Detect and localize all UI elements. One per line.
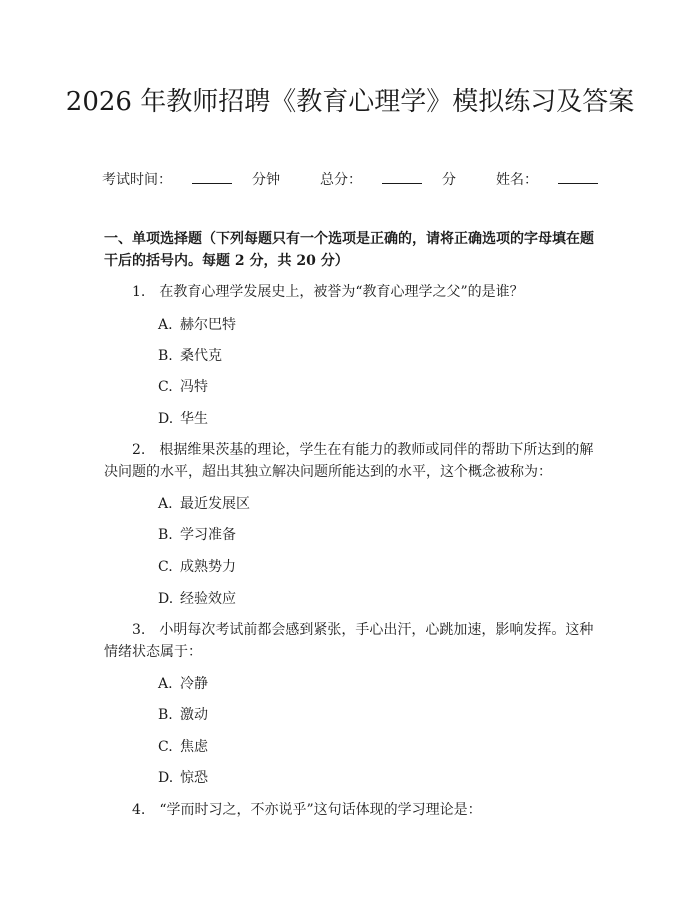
option-letter: A.: [158, 496, 173, 512]
option-text: 焦虑: [180, 739, 208, 755]
total-score-field: [310, 172, 466, 188]
total-score-label: 总分：: [320, 172, 362, 188]
option-letter: B.: [158, 527, 173, 543]
option-text: 华生: [180, 411, 208, 427]
option-letter: A.: [158, 317, 173, 333]
exam-time-field: [92, 172, 290, 188]
question-3: [104, 619, 598, 663]
page-title: 2026 年教师招聘《教育心理学》模拟练习及答案: [65, 87, 635, 117]
option-text: 激动: [180, 707, 208, 723]
question-2: [104, 439, 598, 483]
question-text: 根据维果茨基的理论，学生在有能力的教师或同伴的帮助下所达到的解决问题的水平，超出其独立解决问题所能达到的水平，这个概念被称为：: [104, 442, 594, 480]
question-1-option-d: [158, 408, 208, 430]
option-letter: B.: [158, 707, 173, 723]
question-3-option-a: [158, 673, 208, 695]
option-text: 成熟势力: [180, 559, 236, 575]
question-1-option-b: [158, 345, 222, 367]
option-letter: D.: [158, 411, 174, 427]
question-3-option-b: [158, 704, 208, 726]
total-score-blank: [382, 171, 422, 184]
option-text: 惊恐: [180, 770, 208, 786]
question-1: [104, 281, 598, 303]
question-number: 2.: [132, 442, 146, 458]
exam-info-line: [0, 169, 700, 189]
question-2-option-c: [158, 556, 236, 578]
section-heading: 一、单项选择题（下列每题只有一个选项是正确的，请将正确选项的字母填在题干后的括号内。每题 2 分，共 20 分）: [104, 231, 594, 269]
option-letter: D.: [158, 591, 174, 607]
option-letter: A.: [158, 676, 173, 692]
name-label: 姓名：: [496, 172, 538, 188]
option-text: 桑代克: [180, 348, 222, 364]
question-2-option-d: [158, 588, 236, 610]
option-letter: B.: [158, 348, 173, 364]
option-letter: C.: [158, 379, 173, 395]
question-text: 在教育心理学发展史上，被誉为“教育心理学之父”的是谁？: [159, 284, 524, 300]
question-3-option-c: [158, 736, 208, 758]
total-score-unit: 分: [442, 172, 456, 188]
question-text: “学而时习之，不亦说乎”这句话体现的学习理论是：: [159, 802, 482, 818]
option-letter: D.: [158, 770, 174, 786]
name-blank: [558, 171, 598, 184]
question-text: 小明每次考试前都会感到紧张，手心出汗，心跳加速，影响发挥。这种情绪状态属于：: [104, 622, 594, 660]
question-2-option-a: [158, 493, 250, 515]
option-letter: C.: [158, 559, 173, 575]
option-letter: C.: [158, 739, 173, 755]
option-text: 冯特: [180, 379, 208, 395]
question-number: 3.: [132, 622, 146, 638]
question-1-option-c: [158, 376, 208, 398]
question-number: 1.: [132, 284, 146, 300]
question-4: [104, 799, 598, 821]
exam-time-unit: 分钟: [252, 172, 280, 188]
option-text: 冷静: [180, 676, 208, 692]
question-1-option-a: [158, 314, 236, 336]
question-2-option-b: [158, 524, 236, 546]
option-text: 最近发展区: [180, 496, 250, 512]
question-number: 4.: [132, 802, 146, 818]
question-3-option-d: [158, 767, 208, 789]
name-field: [486, 172, 608, 188]
option-text: 赫尔巴特: [180, 317, 236, 333]
exam-time-label: 考试时间：: [102, 172, 172, 188]
option-text: 学习准备: [180, 527, 236, 543]
option-text: 经验效应: [180, 591, 236, 607]
exam-time-blank: [192, 171, 232, 184]
